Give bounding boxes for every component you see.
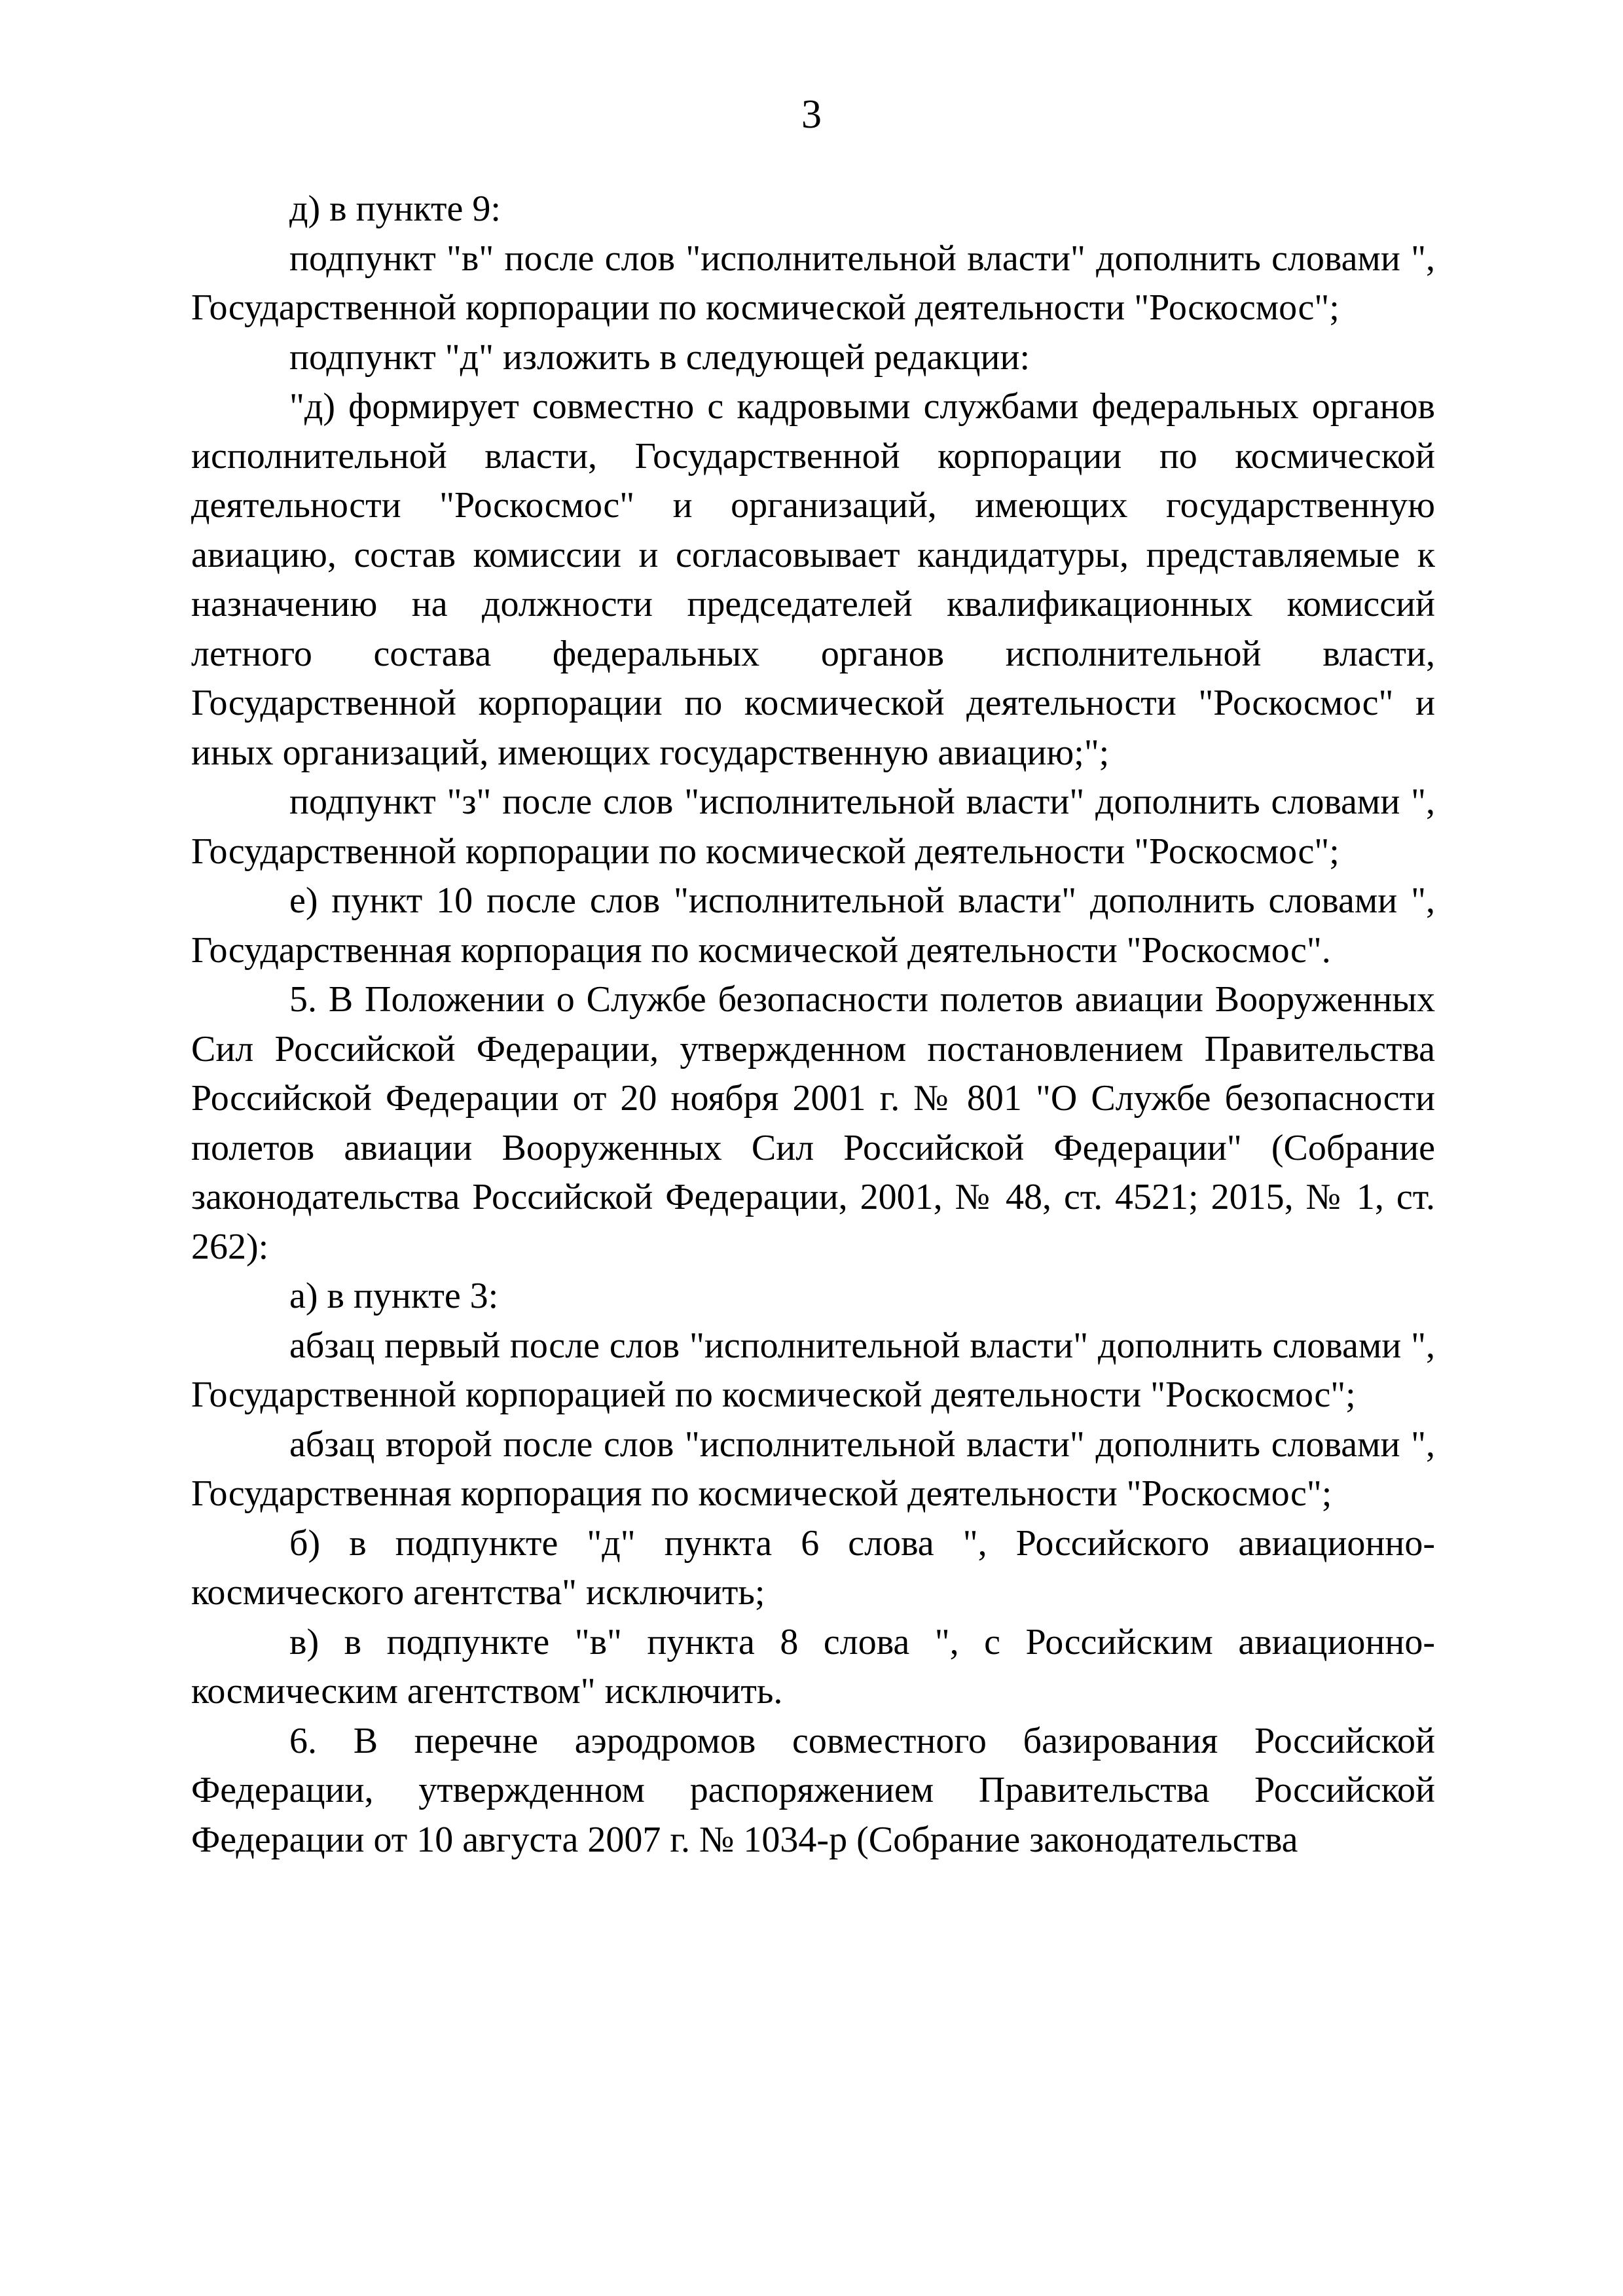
paragraph-podpunkt-z: подпункт "з" после слов "исполнительной власти" дополнить словами ", Государственной корпорации по космической деятельности "Роскосмос"; (191, 781, 1435, 872)
paragraph-item-5: 5. В Положении о Службе безопасности полетов авиации Вооруженных Сил Российской Федерации, утвержденном постановлением Правительства Российской Федерации от 20 ноября 2001 г. № 801 "О Службе безопасности полетов авиации Вооруженных Сил Российской Федерации" (Собрание законодательства Российской Федерации, 2001, № 48, ст. 4521; 2015, № 1, ст. 262): (191, 979, 1435, 1267)
document-body (191, 185, 1435, 1865)
paragraph-a-punkt-3: а) в пункте 3: (289, 1276, 499, 1316)
paragraph-abzac-vtoroi: абзац второй после слов "исполнительной власти" дополнить словами ", Государственная корпорация по космической деятельности "Роскосмос"; (191, 1424, 1435, 1514)
page-number: 3 (801, 92, 822, 137)
paragraph-item-6: 6. В перечне аэродромов совместного базирования Российской Федерации, утвержденном распоряжением Правительства Российской Федерации от 10 августа 2007 г. № 1034-р (Собрание законодательства (191, 1720, 1435, 1860)
paragraph-b-podpunkt-d: б) в подпункте "д" пункта 6 слова ", Российского авиационно-космического агентства" исключить; (191, 1522, 1435, 1613)
paragraph-d-punkt-9: д) в пункте 9: (289, 188, 501, 229)
paragraph-e-punkt-10: е) пункт 10 после слов "исполнительной власти" дополнить словами ", Государственная корпорация по космической деятельности "Роскосмос". (191, 880, 1435, 971)
paragraph-podpunkt-d-text: "д) формирует совместно с кадровыми службами федеральных органов исполнительной власти, Государственной корпорации по космической деятельности "Роскосмос" и организаций, имеющих государственную авиацию, состав комиссии и согласовывает кандидатуры, представляемые к назначению на должности председателей квалификационных комиссий летного состава федеральных органов исполнительной власти, Государственной корпорации по космической деятельности "Роскосмос" и иных организаций, имеющих государственную авиацию;"; (191, 386, 1435, 773)
paragraph-podpunkt-d: подпункт "д" изложить в следующей редакции: (289, 336, 1030, 378)
paragraph-abzac-pervyi: абзац первый после слов "исполнительной власти" дополнить словами ", Государственной корпорацией по космической деятельности "Роскосмос"; (191, 1325, 1435, 1415)
paragraph-podpunkt-v: подпункт "в" после слов "исполнительной власти" дополнить словами ", Государственной корпорации по космической деятельности "Роскосмос"; (191, 238, 1435, 328)
paragraph-v-podpunkt-v: в) в подпункте "в" пункта 8 слова ", с Российским авиационно-космическим агентством" исключить. (191, 1621, 1435, 1712)
